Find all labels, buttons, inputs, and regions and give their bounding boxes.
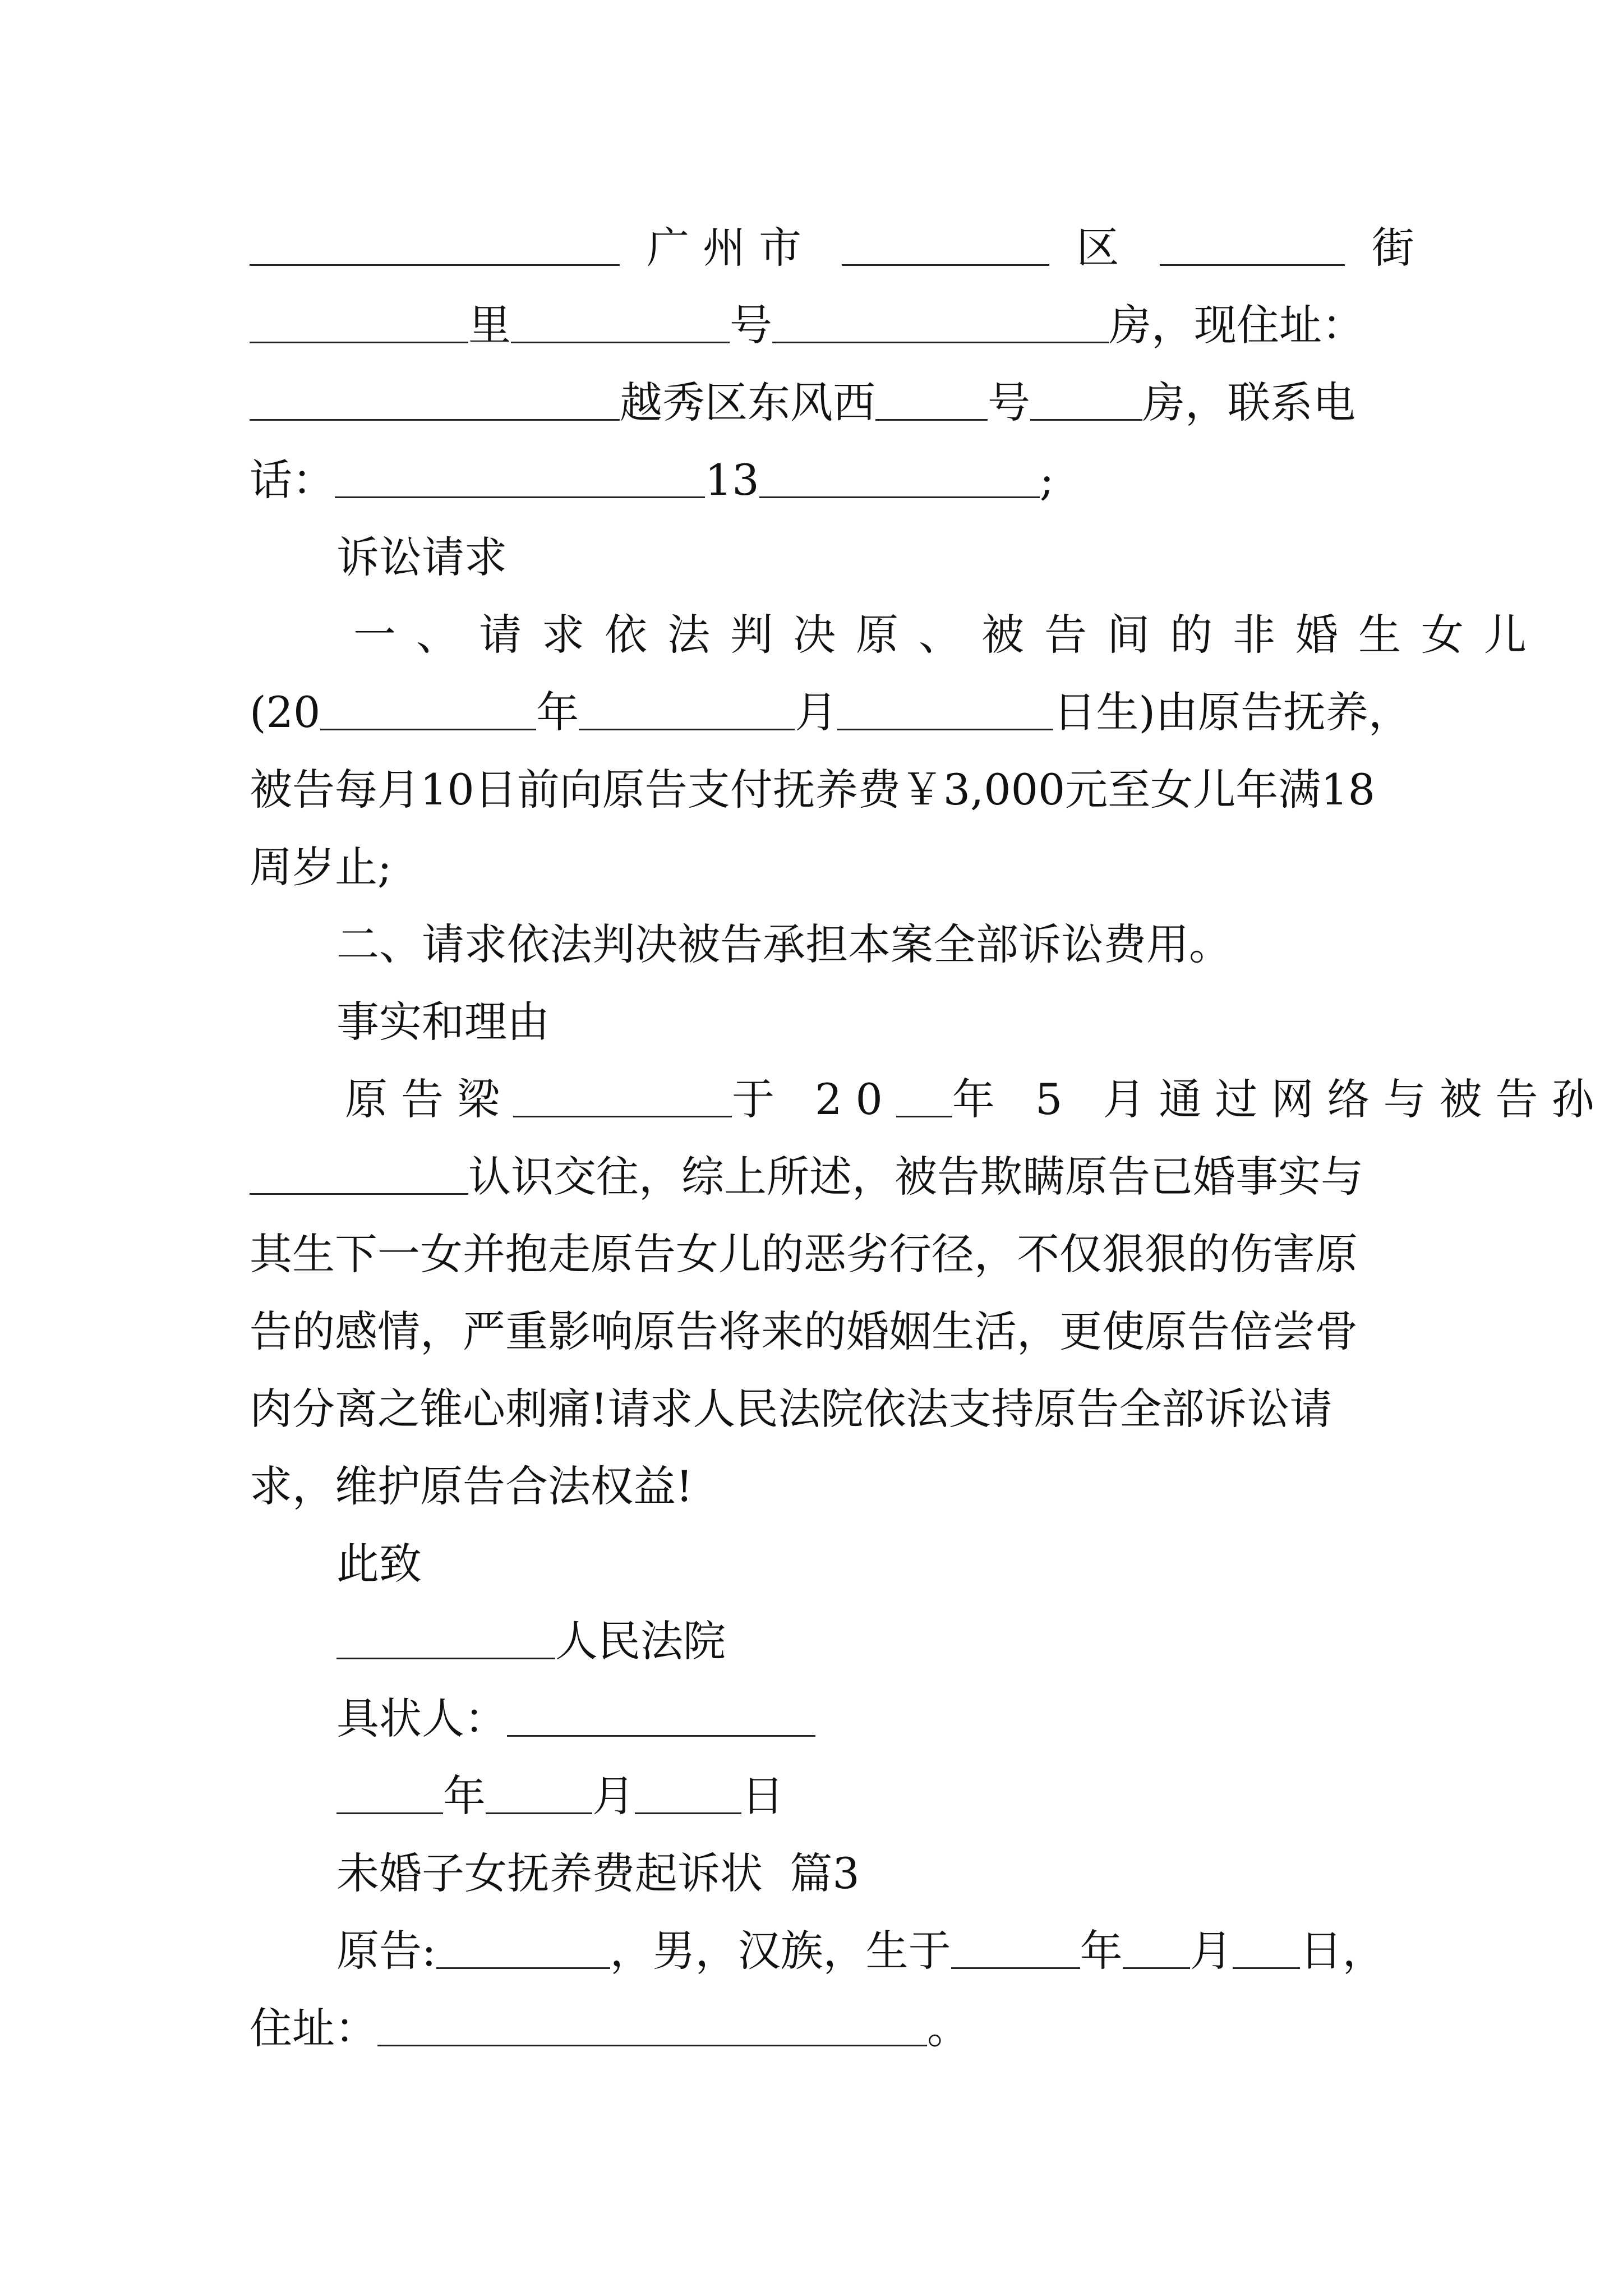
- blank: [842, 222, 1049, 266]
- blank: [772, 299, 1109, 343]
- facts-line-1: 原告梁 于 20 年 5 月通过网络与被告孙: [345, 1074, 1608, 1124]
- claim-1-text: 被告每月10日前向原告支付抚养费￥3,000元至女儿年满18: [250, 765, 1375, 815]
- plaintiff-address-line: 住址： 。: [250, 2003, 970, 2053]
- blank: [250, 299, 468, 343]
- facts-line-5: 肉分离之锥心刺痛!请求人民法院依法支持原告全部诉讼请: [250, 1384, 1332, 1434]
- blank: [436, 1925, 610, 1969]
- court-line: 人民法院: [336, 1613, 1391, 1669]
- heading-claims: 诉讼请求: [336, 532, 507, 582]
- facts-line-4: 告的感情，严重影响原告将来的婚姻生活，更使原告倍尝骨: [250, 1306, 1358, 1356]
- section-title: 未婚子女抚养费起诉状 篇3: [336, 1848, 860, 1898]
- blank: [513, 1073, 732, 1117]
- blank: [377, 2002, 927, 2046]
- claim-1-date-line: (20 年 月 日生)由原告抚养，: [250, 687, 1412, 737]
- facts-line-2: 认识交往，综上所述，被告欺瞒原告已婚事实与: [250, 1149, 1391, 1205]
- address-line-2: 里 号 房，现住址：: [250, 297, 1391, 353]
- address-line-1: 广州市 区 街: [250, 220, 1391, 276]
- blank: [579, 686, 795, 730]
- blank: [1233, 1925, 1300, 1969]
- closing-salutation: 此致: [336, 1539, 422, 1589]
- blank: [511, 299, 730, 343]
- blank: [250, 1151, 468, 1195]
- heading-facts: 事实和理由: [336, 997, 550, 1047]
- blank: [875, 376, 988, 421]
- plaintiff-line: 原告: ，男，汉族，生于 年 月 日，: [336, 1926, 1385, 1976]
- phone-line: 话： 13 ;: [250, 455, 1054, 505]
- blank: [486, 1770, 592, 1814]
- blank: [336, 1615, 555, 1659]
- blank: [507, 1692, 815, 1737]
- blank: [336, 1770, 443, 1814]
- blank: [759, 454, 1040, 498]
- claim-2: 二、请求依法判决被告承担本案全部诉讼费用。: [336, 919, 1232, 969]
- blank: [320, 686, 536, 730]
- date-line: 年 月 日: [336, 1768, 1391, 1824]
- claim-1-line: 一、请求依法判决原、被告间的非婚生女儿: [353, 610, 1547, 660]
- blank: [896, 1073, 952, 1117]
- facts-line-6: 求，维护原告合法权益!: [250, 1461, 693, 1511]
- address-line-3: 越秀区东风西 号 房，联系电: [250, 375, 1391, 431]
- blank: [250, 222, 620, 266]
- blank: [250, 376, 620, 421]
- blank: [951, 1925, 1080, 1969]
- claim-1-end: 周岁止;: [250, 842, 392, 892]
- blank: [837, 686, 1053, 730]
- blank: [1160, 222, 1345, 266]
- blank: [335, 454, 705, 498]
- facts-line-3: 其生下一女并抱走原告女儿的恶劣行径，不仅狠狠的伤害原: [250, 1229, 1358, 1279]
- signer-line: 具状人：: [336, 1691, 1391, 1747]
- blank: [1123, 1925, 1190, 1969]
- blank: [635, 1770, 741, 1814]
- blank: [1030, 376, 1142, 421]
